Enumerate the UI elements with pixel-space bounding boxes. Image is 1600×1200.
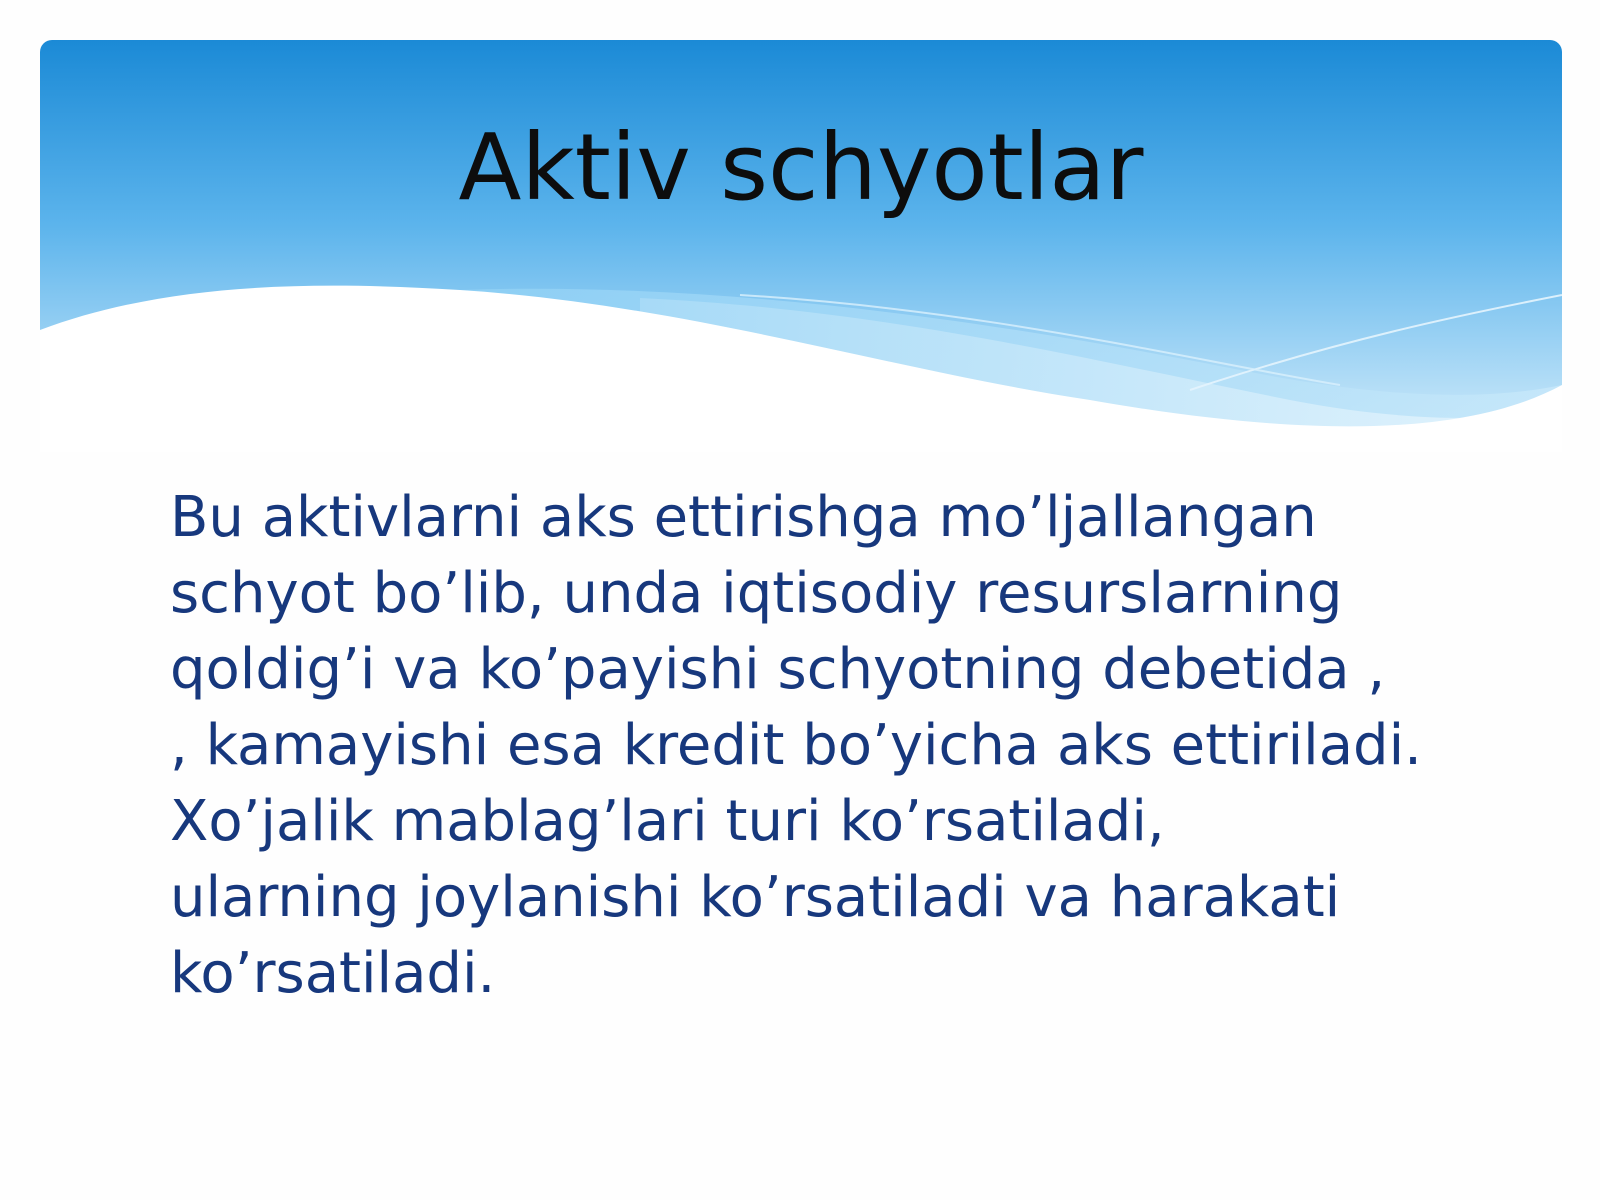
body-line: ko’rsatiladi.: [170, 941, 496, 1006]
wave-graphic: [40, 40, 1562, 452]
body-line: , kamayishi esa kredit bo’yicha aks ettiriladi.: [170, 713, 1422, 778]
slide-title: Aktiv schyotlar: [458, 114, 1144, 221]
body-line: ularning joylanishi ko’rsatiladi va harakati: [170, 865, 1341, 930]
slide-body-paragraph: [170, 480, 1470, 1012]
body-line: Bu aktivlarni aks ettirishga mo’ljallangan: [170, 485, 1317, 550]
body-line: schyot bo’lib, unda iqtisodiy resurslarning: [170, 561, 1343, 626]
header-wave-banner: [40, 40, 1562, 452]
body-line: qoldig’i va ko’payishi schyotning debetida ,: [170, 637, 1386, 702]
body-line: Xo’jalik mablag’lari turi ko’rsatiladi,: [170, 789, 1165, 854]
